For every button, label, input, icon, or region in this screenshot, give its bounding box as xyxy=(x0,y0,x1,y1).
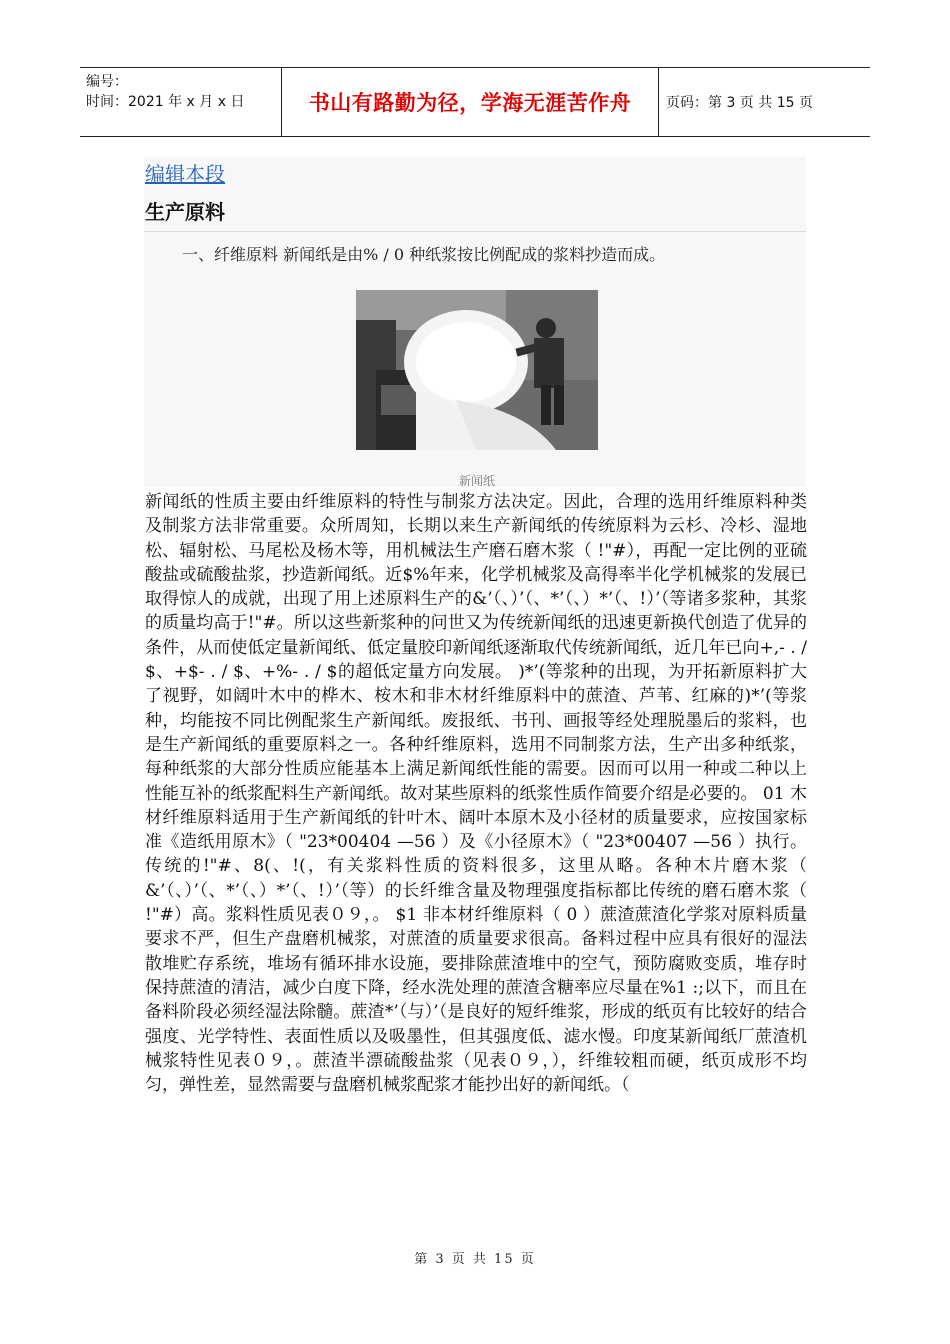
newsprint-photo xyxy=(356,290,598,450)
section-header-background xyxy=(144,157,806,287)
section-intro: 一、纤维原料 新闻纸是由% / 0 种纸浆按比例配成的浆料抄造而成。 xyxy=(182,245,666,264)
page-header xyxy=(80,67,870,137)
header-motto: 书山有路勤为径，学海无涯苦作舟 xyxy=(308,91,632,115)
title-divider xyxy=(144,231,806,232)
section-title: 生产原料 xyxy=(145,200,225,224)
document-number: 编号： xyxy=(86,74,128,90)
document-date: 时间：2021 年 x 月 x 日 xyxy=(86,94,245,110)
newsprint-machine-illustration xyxy=(356,290,598,450)
header-meta xyxy=(86,72,244,112)
figure-caption: 新闻纸 xyxy=(458,474,495,488)
header-page-number: 页码：第 3 页 共 15 页 xyxy=(666,95,813,111)
page-footer: 第 3 页 共 15 页 xyxy=(414,1252,536,1267)
header-divider xyxy=(658,68,659,136)
edit-section-link[interactable]: 编辑本段 xyxy=(145,162,225,186)
body-paragraph: 新闻纸的性质主要由纤维原料的特性与制浆方法决定。因此，合理的选用纤维原料种类及制浆方法非常重要。众所周知，长期以来生产新闻纸的传统原料为云杉、冷杉、湿地松、辐射松、马尾松及杨木等，用机械法生产磨石磨木浆（ !"#），再配一定比例的亚硫酸盐或硫酸盐浆，抄造新闻纸。近$%年来，化学机械浆及高得率半化学机械浆的发展已取得惊人的成就，出现了用上述原料生产的&’（、）’（、*’（、）*’（、!）’（等诸多浆种，其浆的质量均高于!"#。所以这些新浆种的问世又为传统新闻纸的迅速更新换代创造了优异的条件，从而使低定量新闻纸、低定量胶印新闻纸逐渐取代传统新闻纸，近几年已向+,- . / $、+$- . / $、+%- . / $的超低定量方向发展。 )*’(等浆种的出现，为开拓新原料扩大了视野，如阔叶木中的桦木、桉木和非木材纤维原料中的蔗渣、芦苇、红麻的)*’(等浆种，均能按不同比例配浆生产新闻纸。废报纸、书刊、画报等经处理脱墨后的浆料，也是生产新闻纸的重要原料之一。各种纤维原料，选用不同制浆方法，生产出多种纸浆，每种纸浆的大部分性质应能基本上满足新闻纸性能的需要。因而可以用一种或二种以上性能互补的纸浆配料生产新闻纸。故对某些原料的纸浆性质作简要介绍是必要的。 01 木材纤维原料适用于生产新闻纸的针叶木、阔叶本原木及小径材的质量要求，应按国家标准《造纸用原木》（ "23*00404 —56 ）及《小径原木》（ "23*00407 —56 ）执行。传统的!"#、8(、!(，有关浆料性质的资料很多，这里从略。各种木片磨木浆（ &’（、）’（、*’（、）*’（、!）’（等）的长纤维含量及物理强度指标都比传统的磨石磨木浆（ !"#）高。浆料性质见表０９，。 $1 非本材纤维原料（ 0 ）蔗渣蔗渣化学浆对原料质量要求不严，但生产盘磨机械浆，对蔗渣的质量要求很高。备料过程中应具有很好的湿法散堆贮存系统，堆场有循环排水设施，要排除蔗渣堆中的空气，预防腐败变质，堆存时保持蔗渣的清洁，减少白度下降，经水洗处理的蔗渣含糖率应尽量在%1 :;以下，而且在备料阶段必须经湿法除髓。蔗渣*’（与）’（是良好的短纤维浆，形成的纸页有比较好的结合强度、光学特性、表面性质以及吸墨性，但其强度低、滤水慢。印度某新闻纸厂蔗渣机械浆特性见表０９，。蔗渣半漂硫酸盐浆（见表０９，），纤维较粗而硬，纸页成形不均匀，弹性差，显然需要与盘磨机械浆配浆才能抄出好的新闻纸。（ xyxy=(145,492,807,1096)
body-text xyxy=(145,490,807,1097)
